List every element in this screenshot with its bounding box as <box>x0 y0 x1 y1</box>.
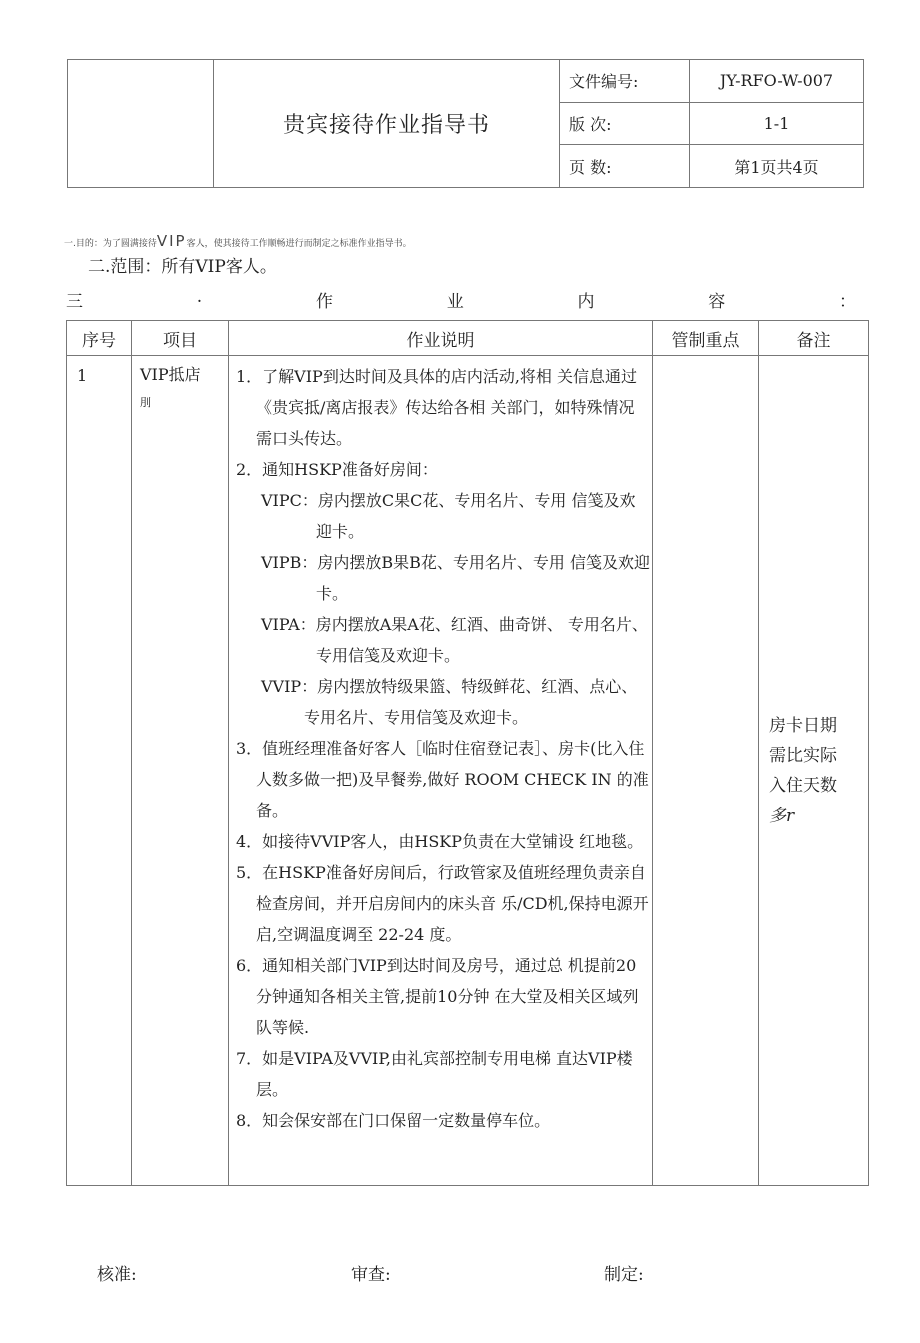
step-6: 6．通知相关部门VIP到达时间及房号，通过总 机提前20分钟通知各相关主管,提前10分钟 在大堂及相关区域列队等候. <box>236 956 639 1037</box>
header-seq: 序号 <box>67 321 132 356</box>
step-2-vipb: VIPB：房内摆放B果B花、专用名片、专用 信笺及欢迎卡。 <box>261 553 651 603</box>
work-content-table <box>66 320 869 1186</box>
header-control-point: 管制重点 <box>653 321 759 356</box>
row-item-label: VIP抵店 <box>140 365 201 384</box>
section3-char: 三 <box>66 292 83 312</box>
header-description: 作业说明 <box>229 321 653 356</box>
page-count-value: 第1页共4页 <box>690 145 864 188</box>
row-item <box>132 356 229 1186</box>
note-line-italic: 多r <box>769 805 795 826</box>
header-note: 备注 <box>759 321 869 356</box>
step-4: 4．如接待VVIP客人，由HSKP负责在大堂铺设 红地毯。 <box>236 832 644 851</box>
note-line: 房卡日期 <box>769 715 837 736</box>
review-label: 审查: <box>351 1265 391 1285</box>
document-title: 贵宾接待作业指导书 <box>214 60 560 188</box>
step-8: 8．知会保安部在门口保留一定数量停车位。 <box>236 1111 551 1130</box>
step-2: 2．通知HSKP准备好房间： <box>236 460 438 479</box>
step-5: 5．在HSKP准备好房间后，行政管家及值班经理负责亲自检查房间，并开启房间内的床头音 乐/CD机,保持电源开启,空调温度调至 22-24 度。 <box>236 863 649 944</box>
section3-char: 内 <box>577 292 595 312</box>
row-item-small: 刖 <box>140 396 151 409</box>
purpose-post: 客人，使其接待工作顺畅进行而制定之标准作业指导书。 <box>186 239 412 249</box>
step-1: 1．了解VIP到达时间及具体的店内活动,将相 关信息通过《贵宾抵/离店报表》传达给各相 关部门，如特殊情况需口头传达。 <box>236 367 637 448</box>
table-row <box>67 356 869 1186</box>
page-count-label: 页 数: <box>560 145 690 188</box>
step-2-vipa: VIPA：房内摆放A果A花、红酒、曲奇饼、 专用名片、专用信笺及欢迎卡。 <box>261 615 648 665</box>
row-seq: 1 <box>67 356 132 1186</box>
section3-char: . <box>196 287 203 307</box>
document-header-table <box>67 59 864 188</box>
step-2-vipc: VIPC：房内摆放C果C花、专用名片、专用 信笺及欢迎卡。 <box>261 491 636 541</box>
section3-char: 业 <box>446 292 464 312</box>
step-2-vvip: VVIP：房内摆放特级果篮、特级鲜花、红酒、点心、专用名片、专用信笺及欢迎卡。 <box>261 677 638 727</box>
header-item: 项目 <box>132 321 229 356</box>
file-number-label: 文件编号: <box>560 60 690 103</box>
section3-char: 作 <box>315 292 333 312</box>
purpose-pre: 一.目的：为了圆满接待 <box>64 239 157 249</box>
purpose-big: VIP <box>156 232 187 250</box>
section3-char: 容 <box>708 292 726 312</box>
note-line: 需比实际 <box>769 745 837 766</box>
section3-char: ： <box>839 292 856 312</box>
file-number-value: JY-RFO-W-007 <box>690 60 864 103</box>
purpose-text <box>64 232 412 250</box>
make-label: 制定: <box>604 1265 644 1285</box>
approve-label: 核准: <box>97 1265 137 1285</box>
step-7: 7．如是VIPA及VVIP,由礼宾部控制专用电梯 直达VIP楼层。 <box>236 1049 633 1099</box>
section3-heading <box>66 287 856 312</box>
step-3: 3．值班经理准备好客人［临时住宿登记表］、房卡(比入住人数多做一把)及早餐劵,做好 ROOM CHECK IN 的准备。 <box>236 739 649 820</box>
version-label: 版 次: <box>560 102 690 145</box>
row-control-point <box>653 356 759 1186</box>
scope-text: 二.范围：所有VIP客人。 <box>88 257 277 277</box>
logo-cell <box>68 60 214 188</box>
row-description <box>229 356 653 1186</box>
row-note <box>759 356 869 1186</box>
note-line: 入住天数 <box>769 775 837 796</box>
version-value: 1-1 <box>690 102 864 145</box>
